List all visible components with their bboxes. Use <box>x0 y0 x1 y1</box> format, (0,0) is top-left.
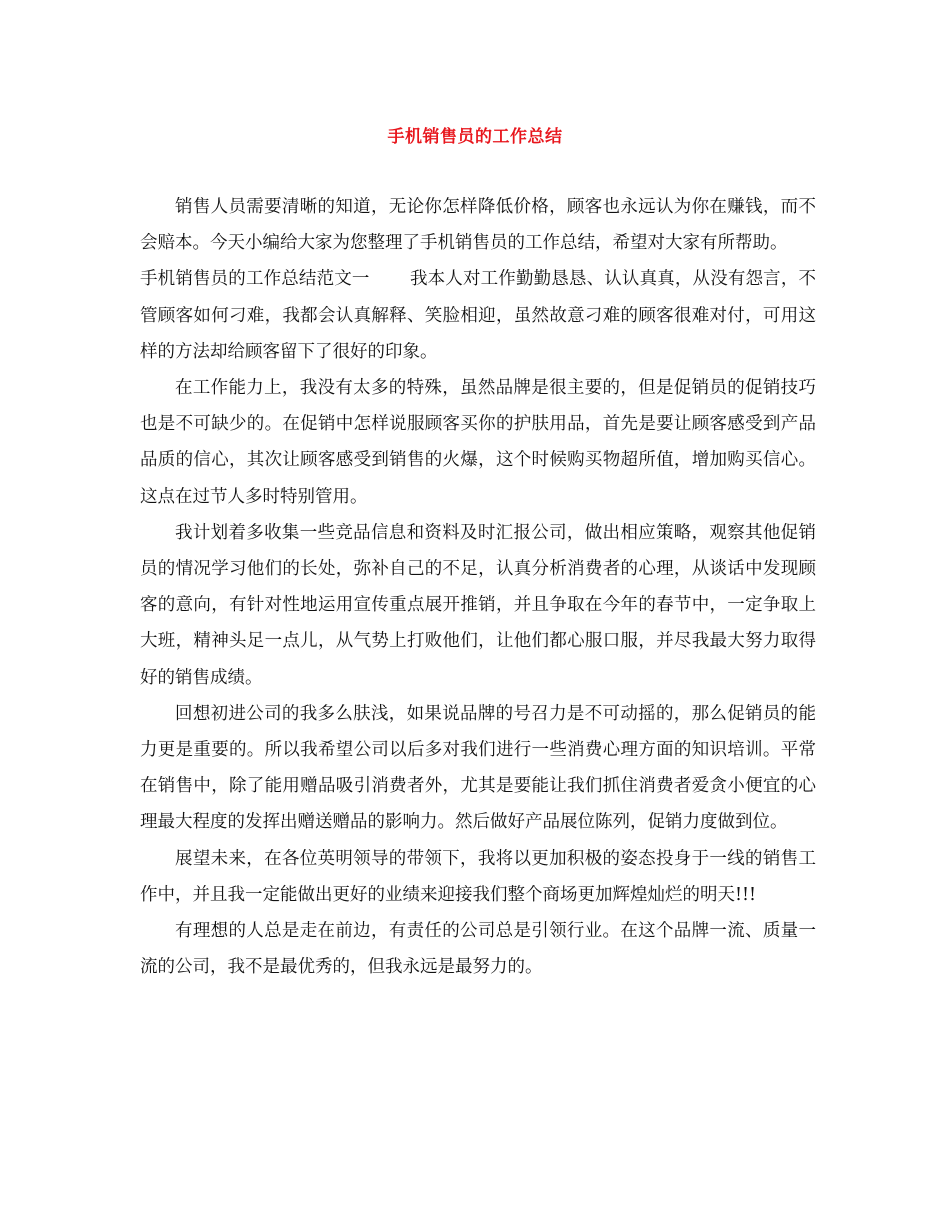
sample-first-text: 我本人对工作勤勤恳恳、认认真真，从没有怨言，不管顾客如何刁难，我都会认真解释、笑脸相迎，虽然故意刁难的顾客很难对付，可用这样的方法却给顾客留下了很好的印象。 <box>140 269 817 362</box>
sample-paragraph <box>140 261 816 370</box>
body-paragraph: 在工作能力上，我没有太多的特殊，虽然品牌是很主要的，但是促销员的促销技巧也是不可缺少的。在促销中怎样说服顾客买你的护肤用品，首先是要让顾客感受到产品品质的信心，其次让顾客感受到销售的火爆，这个时候购买物超所值，增加购买信心。这点在过节人多时特别管用。 <box>140 378 816 507</box>
body-paragraph: 我计划着多收集一些竞品信息和资料及时汇报公司，做出相应策略，观察其他促销员的情况学习他们的长处，弥补自己的不足，认真分析消费者的心理，从谈话中发现顾客的意向，有针对性地运用宣传重点展开推销，并且争取在今年的春节中，一定争取上大班，精神头足一点儿，从气势上打败他们，让他们都心服口服，并尽我最大努力取得好的销售成绩。 <box>140 522 816 688</box>
body-paragraph: 回想初进公司的我多么肤浅，如果说品牌的号召力是不可动摇的，那么促销员的能力更是重要的。所以我希望公司以后多对我们进行一些消费心理方面的知识培训。平常在销售中，除了能用赠品吸引消费者外，尤其是要能让我们抓住消费者爱贪小便宜的心理最大程度的发挥出赠送赠品的影响力。然后做好产品展位陈列，促销力度做到位。 <box>140 703 816 833</box>
body-paragraph: 有理想的人总是走在前边，有责任的公司总是引领行业。在这个品牌一流、质量一流的公司，我不是最优秀的，但我永远是最努力的。 <box>140 921 816 978</box>
body-paragraph: 展望未来，在各位英明领导的带领下，我将以更加积极的姿态投身于一线的销售工作中，并且我一定能做出更好的业绩来迎接我们整个商场更加辉煌灿烂的明天!!! <box>140 848 816 905</box>
intro-paragraph: 销售人员需要清晰的知道，无论你怎样降低价格，顾客也永远认为你在赚钱，而不会赔本。今天小编给大家为您整理了手机销售员的工作总结，希望对大家有所帮助。 <box>140 197 816 254</box>
page-title: 手机销售员的工作总结 <box>387 127 563 147</box>
document-body <box>140 189 816 985</box>
sample-heading: 手机销售员的工作总结范文一 <box>140 269 370 290</box>
